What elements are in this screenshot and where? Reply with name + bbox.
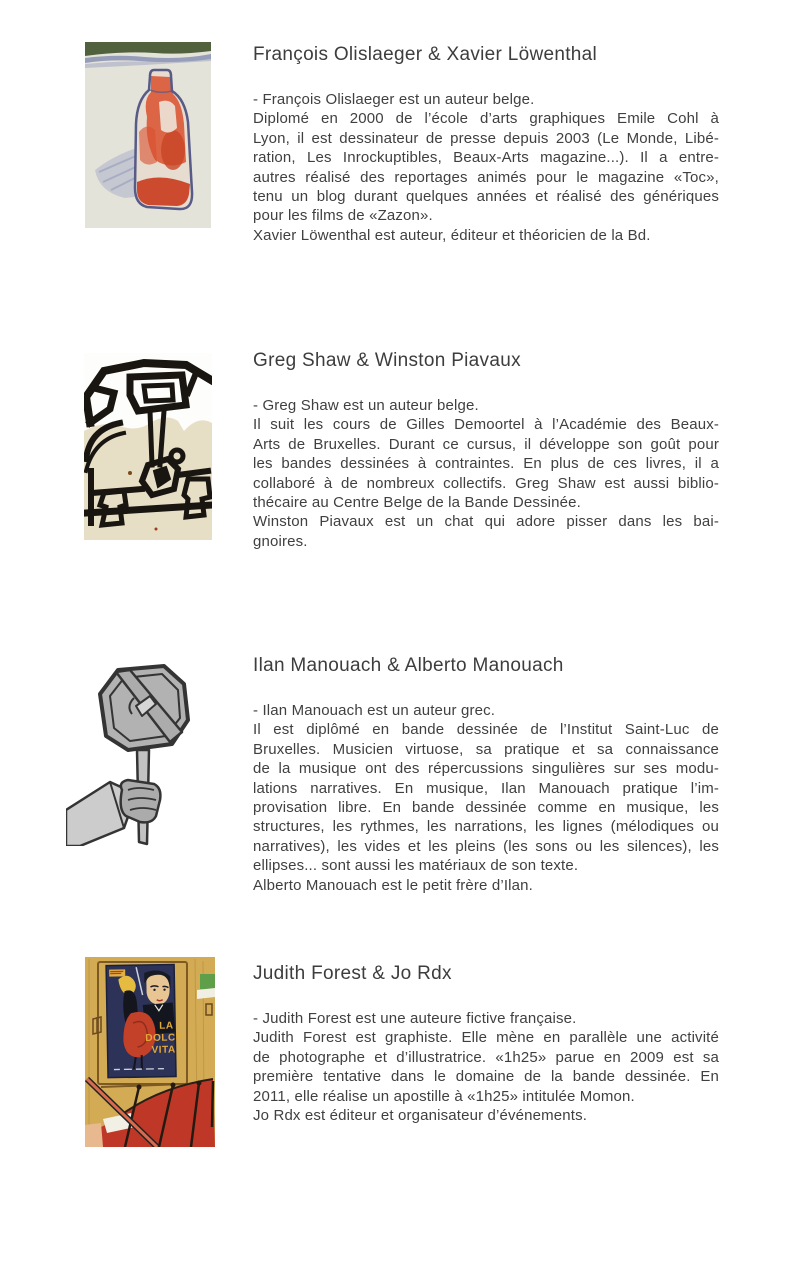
bio-text <box>253 90 719 245</box>
bio-line: de la musique ont des répercussions singulières sur ses modu- <box>253 760 719 778</box>
section-title: François Olislaeger & Xavier Löwenthal <box>253 44 598 65</box>
bottle-illustration <box>85 42 211 228</box>
section-francois-xavier <box>0 42 800 282</box>
bio-line: narratives), les vides et les pleins (les sons ou les silences), les <box>253 837 719 855</box>
bio-line: - Greg Shaw est un auteur belge. <box>253 397 479 414</box>
bio-line: lations narratives. En musique, Ilan Manouach pratique l’im- <box>253 779 719 797</box>
bio-line: Arts de Bruxelles. Durant ce cursus, il développe son goût pour <box>253 435 719 453</box>
dolce-vita-poster-illustration <box>85 957 215 1147</box>
bio-text <box>253 1009 719 1125</box>
bio-line: de photographe et d’illustratrice. «1h25» parue en 2009 est sa <box>253 1048 719 1066</box>
bio-line: collaboré à de nombreux collectifs. Greg Shaw est aussi biblio- <box>253 474 719 492</box>
bio-line: les bandes dessinées à contraintes. En plus de ces livres, il a <box>253 455 719 473</box>
bio-line: Il suit les cours de Gilles Demoortel à l’Académie des Beaux- <box>253 416 719 434</box>
bio-line: - Judith Forest est une auteure fictive française. <box>253 1010 577 1027</box>
black-ink-abstract-drawing <box>84 353 212 540</box>
bio-line: gnoires. <box>253 532 308 550</box>
bio-line: Jo Rdx est éditeur et organisateur d’événements. <box>253 1107 588 1125</box>
ink-abstract-illustration <box>84 353 212 540</box>
bottle-crayon-drawing <box>85 42 211 228</box>
hand-sign-pencil-drawing <box>66 658 214 846</box>
section-title: Judith Forest & Jo Rdx <box>253 963 452 984</box>
bio-line: tenu un blog durant quelques années et réalisé des génériques <box>253 188 719 206</box>
hand-sign-illustration <box>66 658 214 846</box>
bio-line: Diplomé en 2000 de l’école d’arts graphiques Emile Cohl à <box>253 110 719 128</box>
bio-line: thécaire au Centre Belge de la Bande Dessinée. <box>253 494 581 512</box>
poster-text-dolce: DOLCE <box>145 1032 183 1044</box>
section-title: Ilan Manouach & Alberto Manouach <box>253 655 564 676</box>
bio-line: autres réalisé des reportages animés pour le magazine «Toc», <box>253 168 719 186</box>
section-title: Greg Shaw & Winston Piavaux <box>253 350 521 371</box>
bio-line: Lyon, il est dessinateur de presse depuis 2003 (Le Monde, Libé- <box>253 129 719 147</box>
bio-text <box>253 701 719 895</box>
bio-line: première tentative dans le domaine de la bande dessinée. En <box>253 1068 719 1086</box>
bio-line: provisation libre. En bande dessinée comme en musique, les <box>253 799 719 817</box>
bio-line: - Ilan Manouach est un auteur grec. <box>253 702 496 719</box>
bio-text <box>253 396 719 551</box>
bio-line: pour les films de «Zazon». <box>253 207 433 225</box>
bio-line: ration, Les Inrockuptibles, Beaux-Arts magazine...). Il a entre- <box>253 149 719 167</box>
bio-line: Winston Piavaux est un chat qui adore pisser dans les bai- <box>253 513 719 531</box>
bio-line: - François Olislaeger est un auteur belge. <box>253 91 535 108</box>
bio-line: Bruxelles. Musicien virtuose, sa pratique et sa connaissance <box>253 740 719 758</box>
poster-text-la: LA <box>159 1020 174 1032</box>
bio-line: Alberto Manouach est le petit frère d’Ilan. <box>253 876 533 894</box>
bio-line: ellipses... sont aussi les matériaux de son texte. <box>253 857 579 875</box>
dolce-vita-poster-drawing <box>85 957 215 1147</box>
bio-line: Xavier Löwenthal est auteur, éditeur et théoricien de la Bd. <box>253 226 651 244</box>
bio-line: structures, les rythmes, les narrations, les lignes (mélodiques ou <box>253 818 719 836</box>
section-judith-jo <box>0 957 800 1157</box>
section-ilan-alberto <box>0 655 800 915</box>
poster-text-vita: VITA <box>151 1044 176 1056</box>
bio-line: Judith Forest est graphiste. Elle mène en parallèle une activité <box>253 1029 719 1047</box>
section-greg-winston <box>0 350 800 580</box>
bio-line: Il est diplômé en bande dessinée de l’Institut Saint-Luc de <box>253 721 719 739</box>
bio-line: 2011, elle réalise un apostille à «1h25» intitulée Momon. <box>253 1087 635 1105</box>
